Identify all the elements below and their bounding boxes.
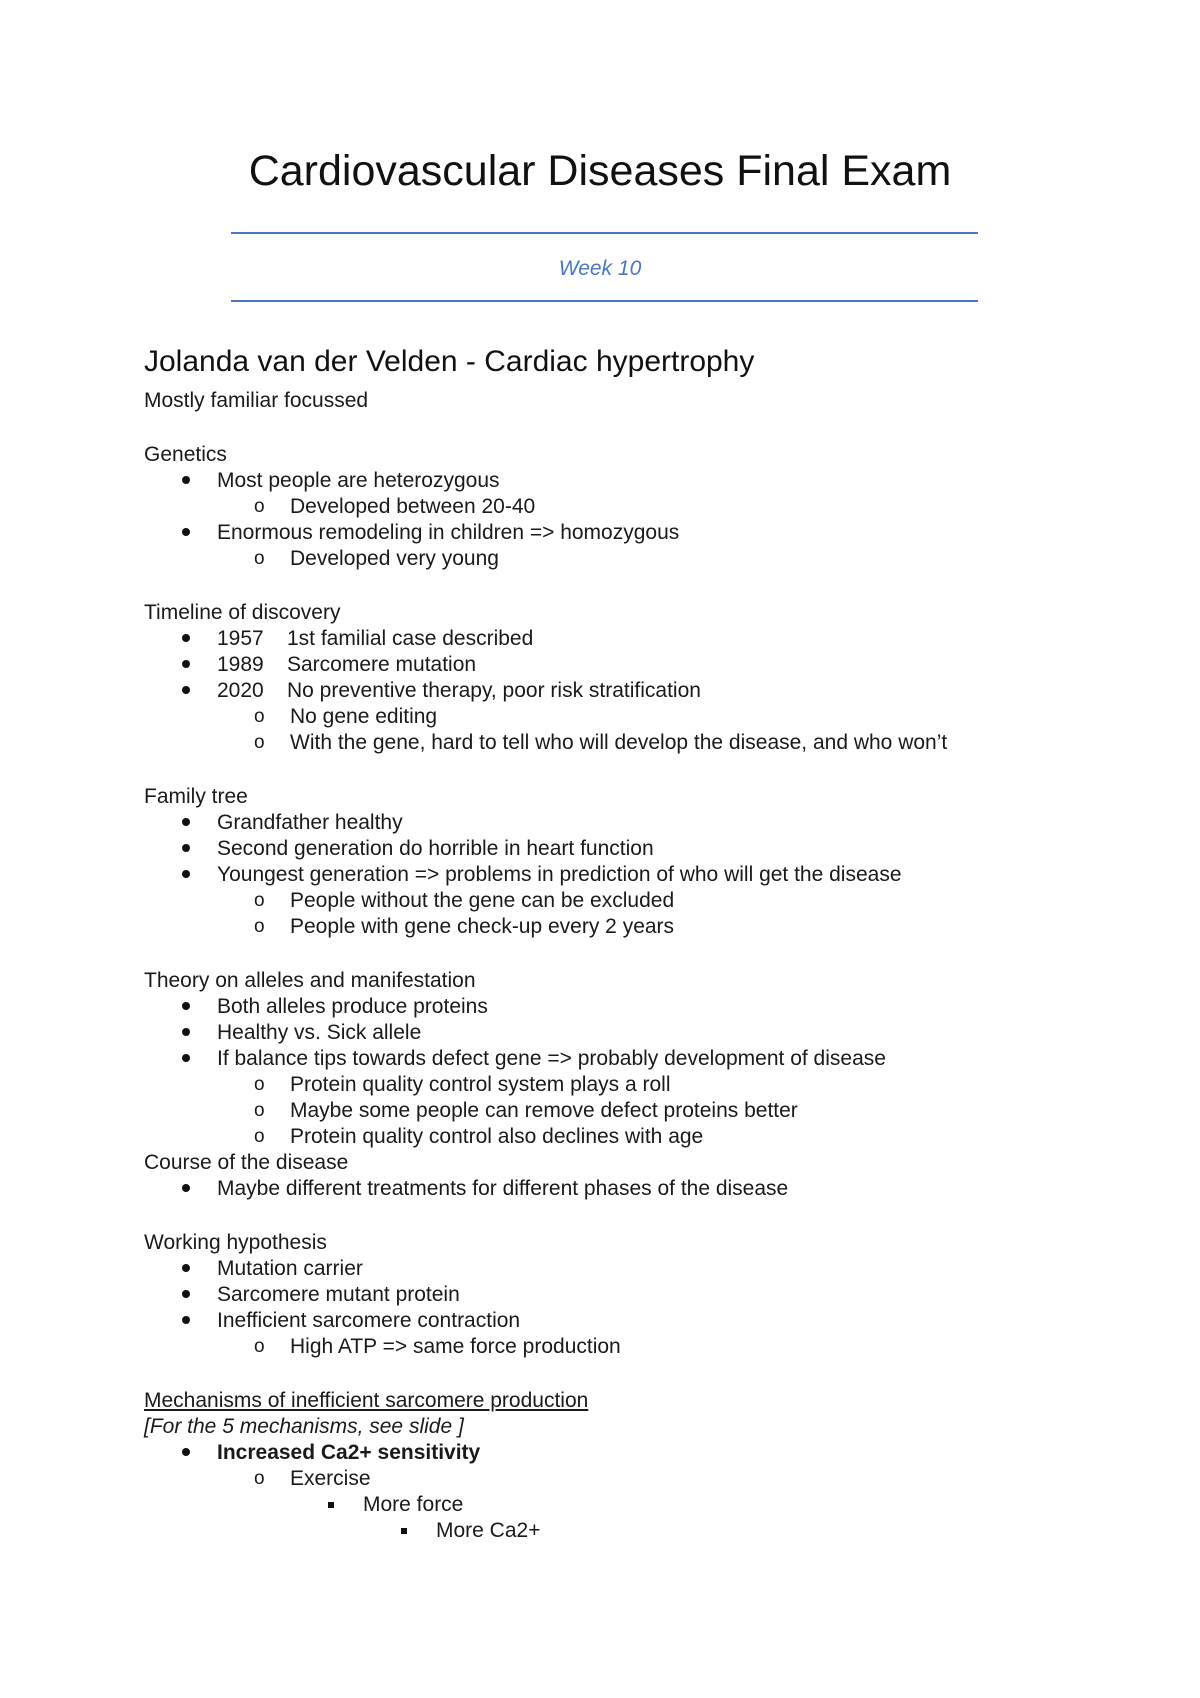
list-item: Sarcomere mutant protein bbox=[144, 1282, 1144, 1308]
list-item: o Developed very young bbox=[254, 547, 499, 570]
circle-bullet-icon: o bbox=[254, 706, 265, 727]
list-item: Healthy vs. Sick allele bbox=[144, 1020, 1144, 1046]
list-item: If balance tips towards defect gene => probably development of disease bbox=[144, 1046, 1144, 1072]
list-item: o Protein quality control system plays a roll bbox=[254, 1073, 671, 1096]
bullet-icon bbox=[182, 870, 190, 878]
bullet-icon bbox=[182, 1184, 190, 1192]
list-item: More Ca2+ bbox=[144, 1518, 1144, 1544]
bullet-icon bbox=[182, 1316, 190, 1324]
list-item: Second generation do horrible in heart function bbox=[144, 836, 1144, 862]
bullet-icon bbox=[182, 844, 190, 852]
list-item: Increased Ca2+ sensitivity bbox=[144, 1440, 1144, 1466]
list-item: o Exercise bbox=[254, 1467, 371, 1490]
circle-bullet-icon: o bbox=[254, 1100, 265, 1121]
list-item: o People without the gene can be excluded bbox=[254, 889, 675, 912]
list-item: o High ATP => same force production bbox=[254, 1335, 621, 1358]
list-item: Most people are heterozygous bbox=[144, 468, 1144, 494]
circle-bullet-icon: o bbox=[254, 496, 265, 517]
circle-bullet-icon: o bbox=[254, 1468, 265, 1489]
list-item: o With the gene, hard to tell who will develop the disease, and who won’t bbox=[254, 731, 948, 754]
list-item: o Protein quality control also declines with age bbox=[254, 1125, 704, 1148]
bullet-icon bbox=[182, 686, 190, 694]
list-item: Grandfather healthy bbox=[144, 810, 1144, 836]
circle-bullet-icon: o bbox=[254, 1336, 265, 1357]
list-item: More force bbox=[144, 1492, 1144, 1518]
list-item: Maybe different treatments for different phases of the disease bbox=[144, 1176, 1144, 1202]
document-body bbox=[144, 342, 1144, 1544]
mechanisms-note: [For the 5 mechanisms, see slide ] bbox=[144, 1415, 464, 1438]
square-bullet-icon bbox=[401, 1528, 407, 1534]
square-bullet-icon bbox=[328, 1502, 334, 1508]
list-item: 2020 No preventive therapy, poor risk stratification bbox=[144, 678, 1144, 704]
list-item: o Developed between 20-40 bbox=[254, 495, 536, 518]
theory-heading: Theory on alleles and manifestation bbox=[144, 969, 476, 992]
circle-bullet-icon: o bbox=[254, 1126, 265, 1147]
title-rule-top bbox=[231, 232, 978, 234]
intro-text: Mostly familiar focussed bbox=[144, 389, 369, 412]
mechanisms-heading: Mechanisms of inefficient sarcomere production bbox=[144, 1389, 589, 1412]
list-item: Inefficient sarcomere contraction bbox=[144, 1308, 1144, 1334]
family-tree-heading: Family tree bbox=[144, 785, 248, 808]
bullet-icon bbox=[182, 528, 190, 536]
document-title: Cardiovascular Diseases Final Exam bbox=[248, 147, 952, 195]
list-item: Mutation carrier bbox=[144, 1256, 1144, 1282]
bullet-icon bbox=[182, 660, 190, 668]
circle-bullet-icon: o bbox=[254, 890, 265, 911]
bullet-icon bbox=[182, 1290, 190, 1298]
list-item: o Maybe some people can remove defect proteins better bbox=[254, 1099, 798, 1122]
course-heading: Course of the disease bbox=[144, 1151, 349, 1174]
list-item: 1989 Sarcomere mutation bbox=[144, 652, 1144, 678]
list-item: o People with gene check-up every 2 years bbox=[254, 915, 675, 938]
timeline-heading: Timeline of discovery bbox=[144, 601, 341, 624]
bullet-icon bbox=[182, 1264, 190, 1272]
circle-bullet-icon: o bbox=[254, 916, 265, 937]
bullet-icon bbox=[182, 1054, 190, 1062]
list-item: Enormous remodeling in children => homozygous bbox=[144, 520, 1144, 546]
bullet-icon bbox=[182, 476, 190, 484]
bullet-icon bbox=[182, 1002, 190, 1010]
circle-bullet-icon: o bbox=[254, 548, 265, 569]
document-subtitle: Week 10 bbox=[558, 257, 642, 280]
title-rule-bottom bbox=[231, 300, 978, 302]
list-item: 1957 1st familial case described bbox=[144, 626, 1144, 652]
circle-bullet-icon: o bbox=[254, 1074, 265, 1095]
list-item: Both alleles produce proteins bbox=[144, 994, 1144, 1020]
circle-bullet-icon: o bbox=[254, 732, 265, 753]
list-item: Youngest generation => problems in prediction of who will get the disease bbox=[144, 862, 1144, 888]
genetics-heading: Genetics bbox=[144, 443, 227, 466]
section-heading: Jolanda van der Velden - Cardiac hypertrophy bbox=[144, 345, 755, 378]
bullet-icon bbox=[182, 818, 190, 826]
bullet-icon bbox=[182, 634, 190, 642]
bullet-icon bbox=[182, 1448, 190, 1456]
list-item: o No gene editing bbox=[254, 705, 438, 728]
hypothesis-heading: Working hypothesis bbox=[144, 1231, 327, 1254]
bullet-icon bbox=[182, 1028, 190, 1036]
